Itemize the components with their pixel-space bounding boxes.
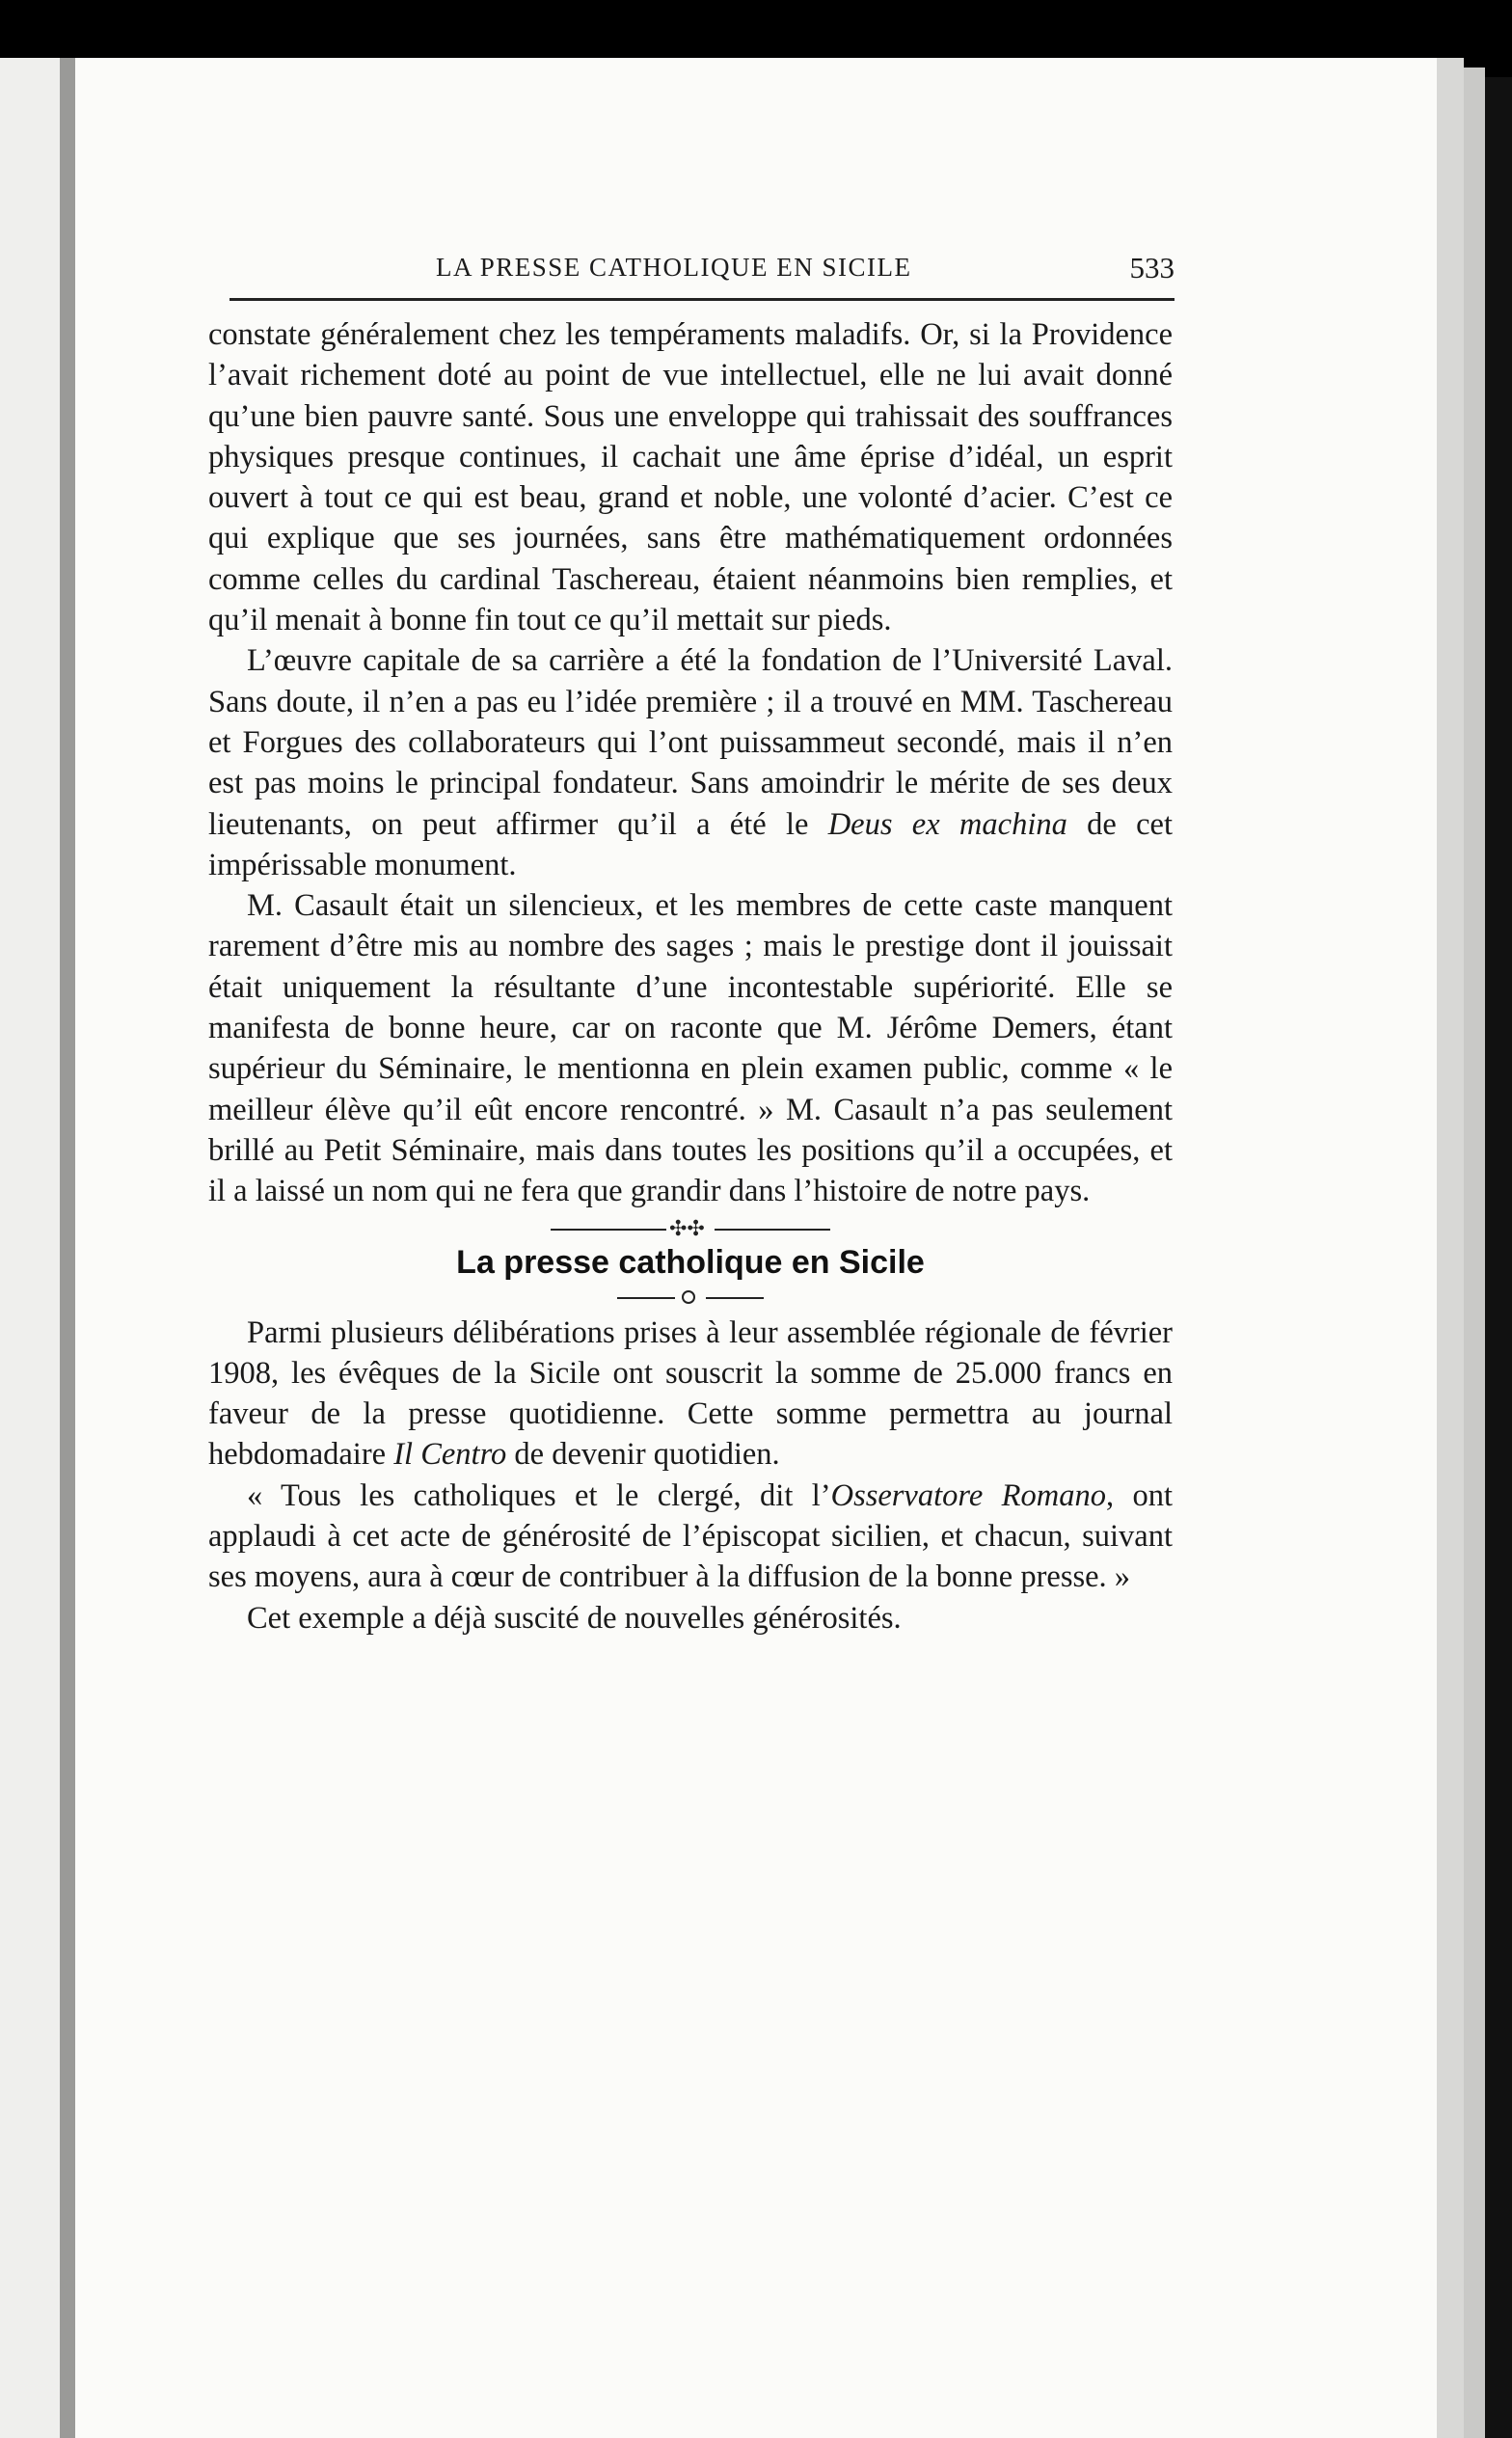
body-text xyxy=(208,314,1173,1639)
gutter-shadow xyxy=(60,58,75,2438)
page-edge xyxy=(1485,77,1512,2438)
text-run: L’œuvre capitale de sa carrière a été la fondation de l’Université Laval. Sans doute, il n’en a pas eu l’idée première ; il a trouvé en MM. Taschereau et Forgues des collaborateurs qui l’ont puissammeut secondé, mais il n’en est pas moins le principal fondateur. Sans amoindrir le mérite de ses deux lieutenants, on peut affirmer qu’il a été le xyxy=(208,643,1173,842)
paragraph xyxy=(208,1476,1173,1598)
page-edge xyxy=(1464,68,1485,2438)
page-number: 533 xyxy=(1129,251,1174,284)
text-run: , ont applaudi à cet acte de générosité de l’épiscopat sicilien, et chacun, suivant ses moyens, aura à cœur de contribuer à la diffusion de la bonne presse. » xyxy=(208,1477,1174,1595)
ornament-icon: ✣✣ xyxy=(669,1215,705,1240)
text-run: Parmi plusieurs délibérations prises à leur assemblée régionale de février 1908, les évêques de la Sicile ont souscrit la somme de 25.000 francs en faveur de la presse quotidienne. Cette somme permettra au journal hebdomadaire xyxy=(208,1314,1173,1473)
paragraph: constate généralement chez les tempéraments maladifs. Or, si la Providence l’avait richement doté au point de vue intellectuel, elle ne lui avait donné qu’une bien pauvre santé. Sous une enveloppe qui trahissait des souffrances physiques presque continues, il cachait une âme éprise d’idéal, un esprit ouvert à tout ce qui est beau, grand et noble, une volonté d’acier. C’est ce qui explique que ses journées, sans être mathématiquement ordonnées comme celles du cardinal Taschereau, étaient néanmoins bien remplies, et qu’il menait à bonne fin tout ce qu’il mettait sur pieds. xyxy=(208,317,1173,638)
running-head xyxy=(230,253,1174,291)
divider-rule xyxy=(706,1297,764,1299)
paragraph: Cet exemple a déjà suscité de nouvelles générosités. xyxy=(247,1600,902,1636)
paragraph xyxy=(208,640,1173,885)
divider-rule xyxy=(551,1229,666,1231)
paragraph: M. Casault était un silencieux, et les membres de cette caste manquent rarement d’être mis au nombre des sages ; mais le prestige dont il jouissait était uniquement la résultante d’une incontestable supériorité. Elle se manifesta de bonne heure, car on raconte que M. Jérôme Demers, étant supérieur du Séminaire, le mentionna en plein examen public, comme « le meilleur élève qu’il eût encore rencontré. » M. Casault n’a pas seulement brillé au Petit Séminaire, mais dans toutes les positions qu’il a occupées, et il a laissé un nom qui ne fera que grandir dans l’histoire de notre pays. xyxy=(208,888,1173,1209)
circle-icon xyxy=(682,1290,695,1304)
text-run: « Tous les catholiques et le clergé, dit l’ xyxy=(247,1477,831,1513)
italic-text: Deus ex machina xyxy=(827,806,1067,842)
section-divider xyxy=(208,1212,1173,1245)
divider-rule xyxy=(715,1229,830,1231)
running-title: LA PRESSE CATHOLIQUE EN SICILE xyxy=(436,253,912,282)
text-run: de devenir quotidien. xyxy=(506,1437,780,1473)
title-divider xyxy=(208,1284,1173,1313)
text-run: de cet impérissable monument. xyxy=(208,806,1173,882)
italic-text: Il Centro xyxy=(393,1437,507,1473)
italic-text: Osservatore Romano xyxy=(830,1477,1106,1513)
divider-rule xyxy=(617,1297,675,1299)
header-rule xyxy=(230,298,1174,301)
section-title: La presse catholique en Sicile xyxy=(456,1243,925,1281)
paragraph xyxy=(208,1313,1173,1476)
page-edge xyxy=(1437,58,1464,2438)
